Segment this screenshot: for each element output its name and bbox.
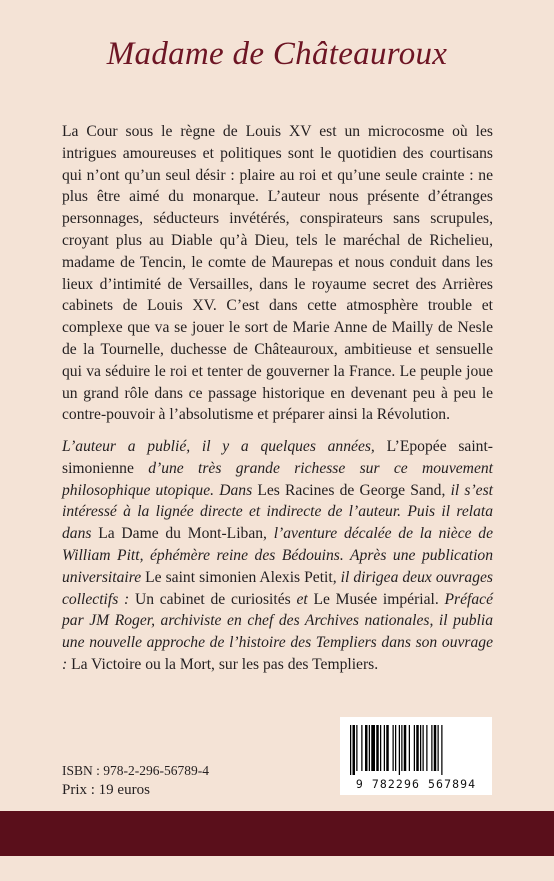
barcode-bar [353,725,356,775]
barcode-bar [423,725,424,771]
bio-text-segment: L’auteur a publié, il y a quelques années, [62,438,387,455]
bio-work-title: Les Racines de George Sand, [257,481,446,499]
barcode-bar [393,725,394,771]
bio-work-title: Un cabinet de curiosités [134,590,291,608]
bio-work-title: La Dame du Mont-Liban, [98,525,267,543]
barcode-bar [395,725,396,771]
isbn-label: ISBN : 978-2-296-56789-4 [62,763,209,778]
barcode-bar [361,725,362,771]
barcode-bar [434,725,437,771]
barcode-bar [426,725,427,771]
barcode [340,717,492,795]
author-bio-paragraph [62,436,493,676]
barcode-bar [420,725,421,771]
barcode-bar [350,725,351,775]
barcode-bar [380,725,381,771]
bio-work-title: L’Epopée saint-simonienne [62,438,494,477]
barcode-number: 9 782296 567894 [355,777,477,791]
barcode-bar [356,725,357,771]
barcode-bars [348,725,484,775]
bio-text-segment: Préfacé par JM Roger, archiviste en chef des Archives nationales, il publia une nouvelle approche de l’histoire des Templiers dans son ouvrage : [62,590,493,673]
bio-text-segment: et [290,590,314,608]
barcode-bar [404,725,407,771]
barcode-bar [414,725,415,771]
barcode-bar [399,725,400,775]
bio-work-title: La Victoire ou la Mort, sur les pas des Templiers. [71,655,379,673]
barcode-bar [386,725,389,771]
barcode-bar [369,725,370,771]
bio-work-title: Le Musée impérial. [313,590,439,608]
bio-text-segment: il s’est intéressé à la lignée directe et indirecte de l’auteur. Puis il relata dans [62,481,494,543]
bio-text-segment: d’une très grande richesse sur ce mouvement philosophique utopique. Dans [62,459,493,499]
bio-work-title: Le saint simonien Alexis Petit, [145,568,337,586]
barcode-bar [384,725,385,771]
bio-text-segment: il dirigea deux ouvrages collectifs : [62,568,493,608]
barcode-bar [401,725,402,771]
barcode-bar [441,725,442,775]
summary-paragraph: La Cour sous le règne de Louis XV est un microcosme où les intrigues amoureuses et politiques sont le quotidien des courtisans qui n’ont qu’un seul désir : plaire au roi et qu’une seule crainte : ne plus être aimé du monarque. L’auteur nous présente d’étranges personnages, séducteurs invétérés, conspirateurs sans scrupules, croyant plus au Diable qu’à Dieu, tels le maréchal de Richelieu, madame de Tencin, le comte de Maurepas et nous conduit dans les lieux d’intimité de Versailles, dans le royaume secret des Arrières cabinets de Louis XV. C’est dans cette atmosphère trouble et complexe que va se jouer le sort de Marie Anne de Mailly de Nesle de la Tournelle, duchesse de Châteauroux, ambitieuse et sensuelle qui va séduire le roi et tenter de gouverner la France. Le peuple joue un grand rôle dans ce passage historique en devenant peu à peu le contre-pouvoir à l’absolutisme et préparer ainsi la Révolution. [62,123,493,424]
price-label: Prix : 19 euros [62,782,150,798]
bottom-color-band [0,811,554,856]
barcode-bar [376,725,379,771]
barcode-bar [371,725,375,771]
barcode-bar [365,725,368,771]
barcode-bar [431,725,432,771]
bio-text-segment: l’aventure décalée de la nièce de William Pitt, éphémère reine des Bédouins. Après une publication universitaire [62,525,493,586]
book-title: Madame de Châteauroux [106,36,448,72]
barcode-bar [416,725,419,771]
barcode-bar [409,725,410,771]
barcode-bar [438,725,439,771]
